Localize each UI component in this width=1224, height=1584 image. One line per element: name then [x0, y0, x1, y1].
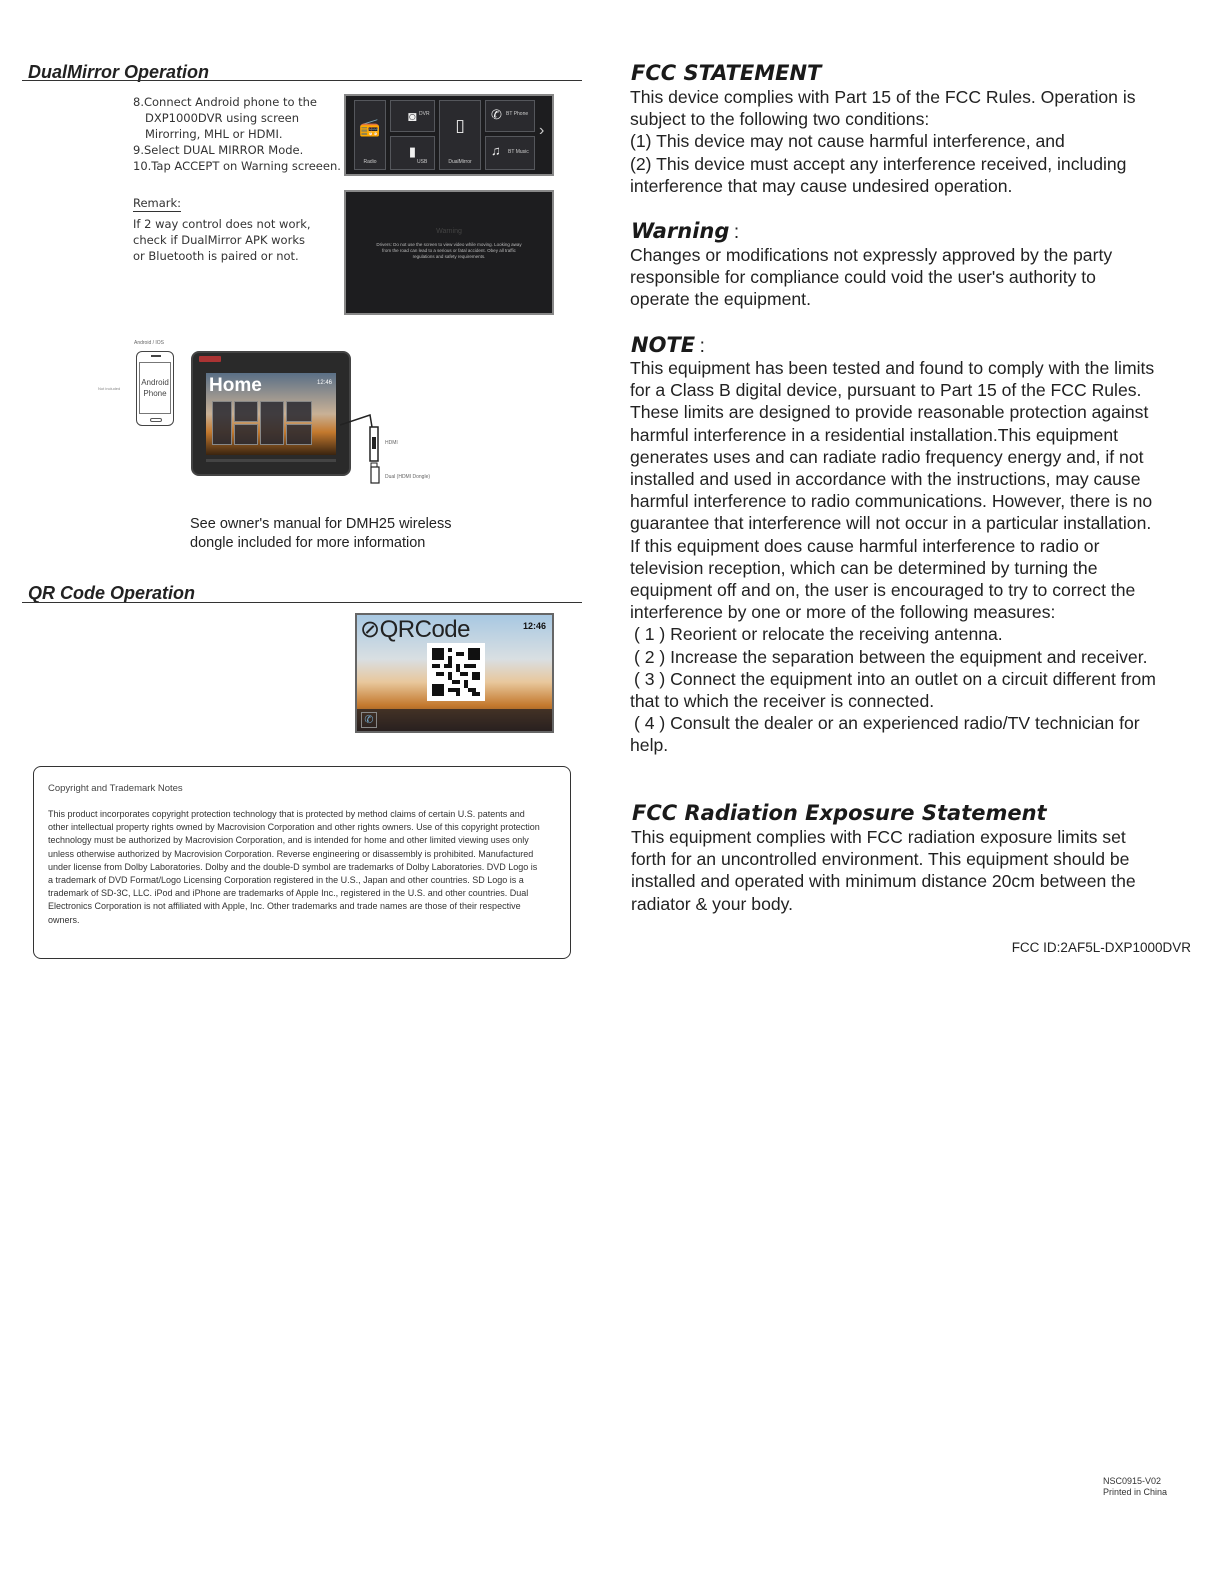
dvr-tile: ◙ DVR: [390, 100, 435, 132]
warning-heading: [631, 219, 739, 244]
qr-clock: 12:46: [522, 621, 546, 631]
hdmi-label: HDMI: [385, 440, 398, 446]
copyright-box: [33, 766, 571, 959]
menu-screenshot: [344, 94, 554, 176]
phone-icon: ✆: [361, 712, 377, 728]
camera-icon: ◙: [408, 108, 417, 124]
footer-printed: Printed in China: [1103, 1487, 1168, 1497]
mini-tile: [234, 424, 258, 445]
mini-tile: [212, 401, 232, 445]
adapter-joint: [371, 463, 377, 467]
warning-title: Warning: [631, 219, 730, 243]
step-10: 10.Tap ACCEPT on Warning screeen.: [133, 159, 341, 173]
hdmi-plug: [372, 437, 376, 449]
android-phone: [136, 351, 174, 426]
fcc-id: FCC ID:2AF5L-DXP1000DVR: [1011, 940, 1191, 955]
brand-badge: [199, 356, 221, 362]
usb-tile: ▮ USB: [390, 136, 435, 170]
phone-icon: ▯: [455, 116, 465, 135]
step-9: 9.Select DUAL MIRROR Mode.: [133, 143, 304, 157]
radiation-title: FCC Radiation Exposure Statement: [632, 801, 1047, 825]
section-divider: [22, 602, 582, 603]
chevron-right-icon: ›: [539, 122, 545, 139]
dualmirror-tile: ▯ DualMirror: [439, 100, 481, 170]
dualmirror-steps: [133, 94, 343, 174]
usb-icon: ▮: [408, 144, 417, 159]
copyright-title: Copyright and Trademark Notes: [48, 783, 183, 794]
cable-line: [340, 415, 372, 427]
bt-music-tile: ♫ BT Music: [485, 136, 535, 170]
qr-code-image: [427, 643, 485, 701]
footer-code: NSC0915-V02: [1103, 1476, 1162, 1486]
note-body: This equipment has been tested and found to comply with the limits for a Class B digital device, pursuant to Part 15 of the FCC Rules. These limits are designed to provide reasonable protection against harmful interference in a residential installation.This equipment generates uses and can radiate radio frequency energy and, if not installed and used in accordance with the instructions, may cause harmful interference to radio communications. However, there is no guarantee that interference will not occur in a particular installation. If this equipment does cause harmful interference to radio or television reception, which can be determined by turning the equipment off and on, the user is encouraged to try to correct the interference by one or more of the following measures: ( 1 ) Reorient or relocate the receiving antenna. ( 2 ) Increase the separation between the equipment and receiver. ( 3 ) Connect the equipment into an outlet on a circuit different from that to which the receiver is connected. ( 4 ) Consult the dealer or an experienced radio/TV technician for help.: [630, 358, 1156, 756]
bt-phone-icon: ✆: [491, 107, 502, 122]
section-divider: [22, 80, 582, 81]
back-icon: ⊘: [360, 616, 380, 643]
warning-colon: :: [733, 222, 740, 243]
screen-clock: 12:46: [316, 380, 332, 386]
dongle-note: See owner's manual for DMH25 wireless dongle included for more information: [190, 516, 452, 551]
dualmirror-title: DualMirror Operation: [28, 62, 210, 82]
monitor-screen: [206, 373, 336, 455]
speaker-slot: [151, 355, 161, 357]
qr-bottom-bar: [357, 709, 552, 731]
remark-text: If 2 way control does not work, check if DualMirror APK works or Bluetooth is paired or not.: [133, 217, 311, 263]
radio-icon: 📻: [359, 118, 381, 137]
qr-screen-title: ⊘QRCode: [360, 616, 470, 643]
mini-tile: [234, 401, 258, 422]
qr-screenshot: [355, 613, 554, 733]
phone-screen: [139, 362, 171, 414]
remark-title: Remark:: [133, 196, 182, 210]
os-label: Android / IOS: [134, 340, 165, 346]
note-colon: :: [699, 336, 705, 357]
button-row: [206, 459, 336, 462]
phone-label: Android Phone: [141, 378, 169, 398]
fcc-statement-title: FCC STATEMENT: [631, 61, 822, 85]
home-label: Home: [209, 375, 262, 396]
mini-tile: [286, 401, 312, 422]
step-8: 8.Connect Android phone to the DXP1000DVR using screen Mirorring, MHL or HDMI.: [133, 95, 318, 141]
copyright-text: This product incorporates copyright protection technology that is protected by method claims of certain U.S. patents and other intellectual property rights owned by Macrovision Corporation and other rights owners. Use of this copyright protection technology must be authorized by Macrovision Corporation, and is intended for home and other limited viewing uses only unless otherwise authorized by Macrovision Corporation. Reverse engineering or disassembly is prohibited. Manufactured under license from Dolby Laboratories. Dolby and the double-D symbol are trademarks of Dolby Laboratories. DVD Logo is a trademark of DVD Format/Logo Licensing Corporation registered in the U.S., Japan and other countries. SD Logo is a trademark of SD-3C, LLC. iPod and iPhone are trademarks of Apple Inc., registered in the U.S. and other countries. Dual Electronics Corporation is not affiliated with Apple, Inc. Other trademarks and trade names are those of their respective owners.: [48, 809, 540, 925]
mini-tile: [260, 401, 284, 445]
radio-tile: 📻 Radio: [354, 100, 386, 170]
bt-phone-tile: ✆ BT Phone: [485, 100, 535, 132]
mini-tile: [286, 424, 312, 445]
note-title: NOTE: [631, 333, 696, 357]
hdmi-cable: [340, 405, 390, 485]
note-heading: [631, 333, 705, 358]
warning-screen-title: Warning: [436, 228, 462, 235]
fcc-statement-body: This device complies with Part 15 of the FCC Rules. Operation is subject to the following two conditions: (1) This device may not cause harmful interference, and (2) This device must accept any interference received, including interference that may cause undesired operation.: [630, 87, 1136, 196]
qr-pattern: [432, 648, 480, 696]
radiation-body: This equipment complies with FCC radiation exposure limits set forth for an uncontrolled environment. This equipment should be installed and operated with minimum distance 20cm between the radiator & your body.: [631, 827, 1136, 914]
not-included-label: Not included: [98, 386, 121, 391]
monitor-device: [191, 351, 351, 476]
warning-screen-body: Drivers: Do not use the screen to view video while moving. Looking away from the road can lead to a serious or fatal accident. Obey all traffic regulations and safety requirements.: [376, 242, 522, 259]
dongle-shape: [371, 467, 379, 483]
warning-screenshot: [344, 190, 554, 315]
home-button: [150, 418, 162, 422]
dongle-label: Dual (HDMI Dongle): [385, 474, 431, 480]
qr-title: QR Code Operation: [28, 583, 196, 603]
music-icon: ♫: [491, 143, 501, 158]
warning-body: Changes or modifications not expressly approved by the party responsible for compliance could void the user's authority to operate the equipment.: [630, 245, 1113, 310]
